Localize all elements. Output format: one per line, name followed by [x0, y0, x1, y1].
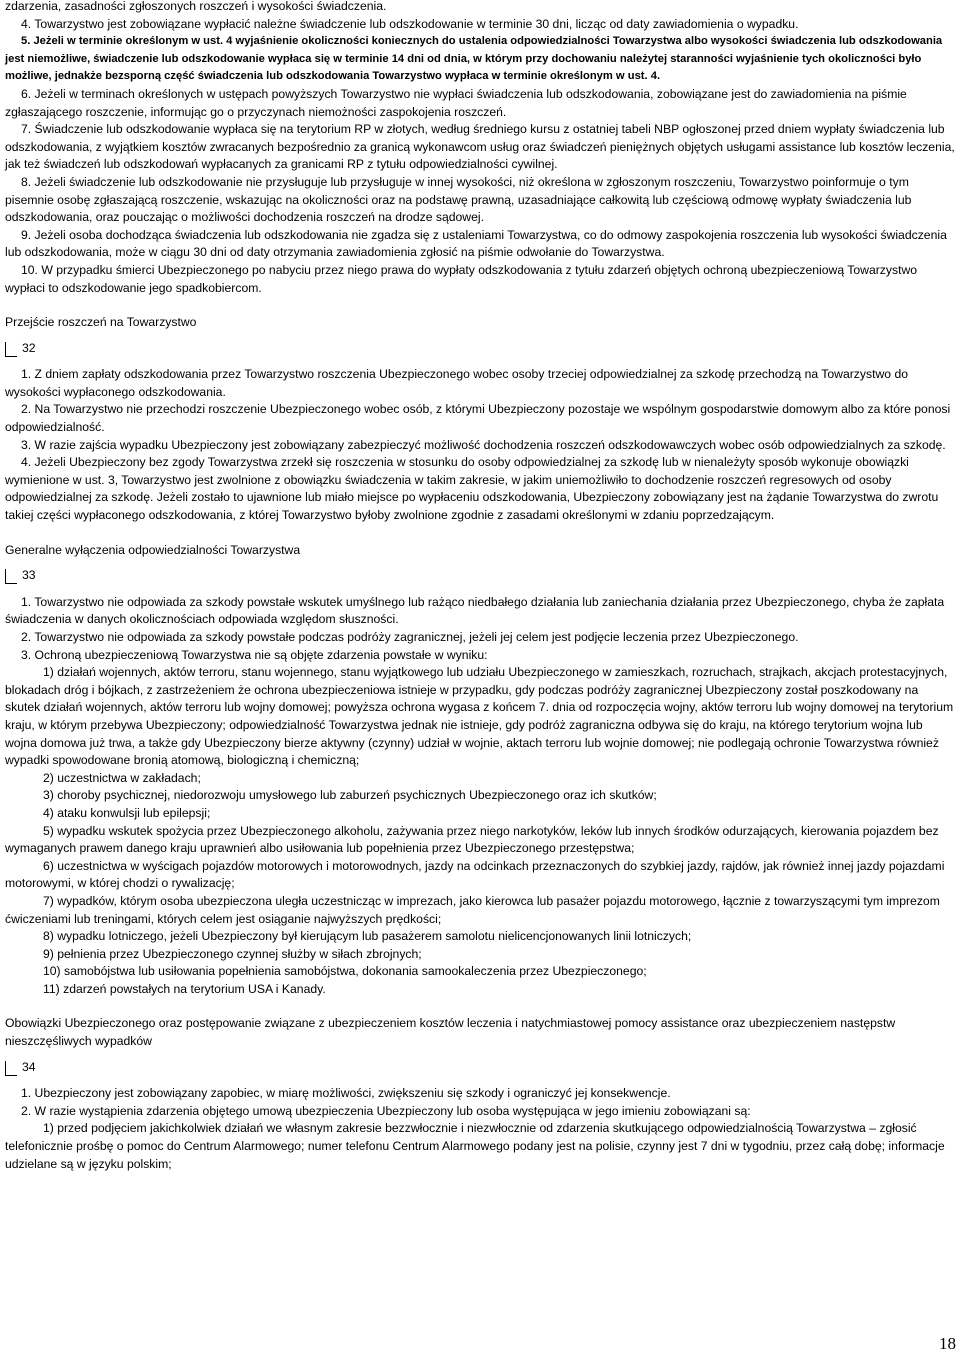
s33-paragraph-2: 2. Towarzystwo nie odpowiada za szkody powstałe podczas podróży zagranicznej, jeżeli jej celem jest podjęcie leczenia przez Ubezpieczonego. [21, 630, 799, 644]
section-number-label: 32 [22, 340, 36, 355]
section-number-label: 34 [22, 1059, 36, 1074]
paragraph: zdarzenia, zasadności zgłoszonych roszczeń i wysokości świadczenia. [5, 0, 387, 13]
s32-paragraph-1: 1. Z dniem zapłaty odszkodowania przez Towarzystwo roszczenia Ubezpieczonego wobec osoby trzeciej odpowiedzialnej za szkodę przechodzą na Towarzystwo do wysokości wypłaconego odszkodowania. [5, 367, 908, 399]
s33-item-3: 3) choroby psychicznej, niedorozwoju umysłowego lub zaburzeń psychicznych Ubezpieczonego oraz ich skutków; [43, 788, 657, 803]
section-number-34 [5, 1059, 955, 1077]
section-heading-34: Obowiązki Ubezpieczonego oraz postępowanie związane z ubezpieczeniem kosztów leczenia i natychmiastowej pomocy assistance oraz ubezpieczeniem następstw nieszczęśliwych wypadków [5, 1016, 896, 1049]
s33-item-1: 1) działań wojennych, aktów terroru, stanu wojennego, stanu wyjątkowego lub udziału Ubezpieczonego w zamieszkach, rozruchach, strajkach, akcjach protestacyjnych, blokadach dróg i bójkach, z zastrzeżeniem że ochrona ubezpieczeniowa istnieje w przypadku, gdy podczas podróży zagranicznej Ubezpieczony został poszkodowany na skutek działań wojennych, aktów terroru lub wojny domowej; powyższa ochrona wygasa z końcem 7. dnia od rozpoczęcia wojny, aktów terroru lub wojny domowej na terytorium kraju, w którym przebywa Ubezpieczony; odpowiedzialność Towarzystwa jednak nie istnieje, gdy podróż zagraniczna odbywa się do kraju, na którego terytorium wojna lub wojna domowa już trwa, a także gdy Ubezpieczony bierze aktywny (czynny) udział w wojnie, aktach terroru lub wojnie domowej; nie podlegają ochronie Towarzystwa również wypadki spowodowane bronią atomową, biologiczną i chemiczną; [5, 665, 954, 768]
s33-item-8: 8) wypadku lotniczego, jeżeli Ubezpieczony był kierującym lub pasażerem samolotu nielicencjonowanych linii lotniczych; [43, 929, 692, 944]
s32-paragraph-2: 2. Na Towarzystwo nie przechodzi roszczenie Ubezpieczonego wobec osób, z którymi Ubezpieczony pozostaje we wspólnym gospodarstwie domowym albo za które ponosi odpowiedzialność. [5, 402, 951, 435]
paragraph-8: 8. Jeżeli świadczenie lub odszkodowanie nie przysługuje lub przysługuje w innej wysokości, niż określona w zgłoszonym roszczeniu, Towarzystwo poinformuje o tym pisemnie osobę zgłaszającą roszczenie, wskazując na okoliczności oraz na podstawę prawną, uzasadniające całkowitą lub częściową odmowę wypłaty świadczenia lub odszkodowania, oraz pouczając o możliwości dochodzenia roszczeń na drodze sądowej. [5, 174, 912, 225]
s33-paragraph-1: 1. Towarzystwo nie odpowiada za szkody powstałe wskutek umyślnego lub rażąco niedbałego działania lub zaniechania działania przez Ubezpieczonego, chyba że zapłata świadczenia w danych okolicznościach odpowiada względom słuszności. [5, 594, 945, 627]
paragraph-sign-icon [5, 1061, 17, 1076]
paragraph-9: 9. Jeżeli osoba dochodząca świadczenia lub odszkodowania nie zgadza się z ustaleniami Towarzystwa, co do odmowy zaspokojenia roszczenia lub wysokości świadczenia lub odszkodowania, może w ciągu 30 dni od daty otrzymania zawiadomienia zgłosić na piśmie odwołanie do Towarzystwa. [5, 227, 947, 260]
section-number-33 [5, 567, 955, 585]
paragraph-6: 6. Jeżeli w terminach określonych w ustępach powyższych Towarzystwo nie wypłaci świadczenia lub odszkodowania, zobowiązane jest do zawiadomienia na piśmie zgłaszającego roszczenie, informując go o przyczynach niemożności zaspokojenia roszczeń. [5, 86, 907, 119]
document-page [5, 0, 955, 1173]
section-number-label: 33 [22, 568, 36, 583]
s32-paragraph-4: 4. Jeżeli Ubezpieczony bez zgody Towarzystwa zrzekł się roszczenia w stosunku do osoby odpowiedzialnej za szkodę lub w nienależyty sposób wykonuje obowiązki wymienione w ust. 3, Towarzystwo jest zwolnione z obowiązku świadczenia w takim zakresie, w jakim uniemożliwiło to dochodzenie roszczeń regresowych od osoby odpowiedzialnej za szkodę. Jeżeli zostało to ujawnione lub miało miejsce po wypłaceniu odszkodowania, Ubezpieczony zobowiązany jest na żądanie Towarzystwa do zwrotu takiej części wypłaconego odszkodowania, z której Towarzystwo byłoby zwolnione zgodnie z zasadami określonymi w zdaniu poprzedzającym. [5, 455, 939, 523]
section-heading-33: Generalne wyłączenia odpowiedzialności Towarzystwa [5, 542, 301, 557]
paragraph-7: 7. Świadczenie lub odszkodowanie wypłaca się na terytorium RP w złotych, według średniego kursu z ostatniej tabeli NBP ogłoszonej przed dniem wypłaty świadczenia lub odszkodowania, z wyjątkiem kosztów zwracanych bezpośrednio za granicą wykonawcom usług oraz świadczeń pieniężnych objętych usługami assistance lub kosztów leczenia, jak też świadczeń lub odszkodowań wypłacanych za granicami RP z tytułu odpowiedzialności cywilnej. [5, 122, 955, 172]
paragraph-10: 10. W przypadku śmierci Ubezpieczonego po nabyciu przez niego prawa do wypłaty odszkodowania z tytułu zdarzeń objętych ochroną ubezpieczeniową Towarzystwo wypłaci to odszkodowanie jego spadkobiercom. [5, 262, 918, 295]
s33-item-2: 2) uczestnictwa w zakładach; [43, 770, 201, 785]
page-number: 18 [939, 1334, 956, 1353]
s33-item-10: 10) samobójstwa lub usiłowania popełnienia samobójstwa, dokonania samookaleczenia przez Ubezpieczonego; [43, 964, 647, 979]
s32-paragraph-3: 3. W razie zajścia wypadku Ubezpieczony jest zobowiązany zabezpieczyć możliwość dochodzenia roszczeń odszkodowawczych wobec osób odpowiedzialnych za szkodę. [21, 437, 946, 452]
paragraph-4: 4. Towarzystwo jest zobowiązane wypłacić należne świadczenie lub odszkodowanie w terminie 30 dni, licząc od daty zawiadomienia o wypadku. [21, 16, 799, 31]
paragraph-sign-icon [5, 342, 17, 357]
section-number-32 [5, 340, 955, 358]
paragraph-5: 5. Jeżeli w terminie określonym w ust. 4 wyjaśnienie okoliczności koniecznych do ustalenia odpowiedzialności Towarzystwa albo wysokości świadczenia lub odszkodowania jest niemożliwe, świadczenie lub odszkodowanie wypłaca się w terminie 14 dni od dnia, w którym przy dochowaniu należytej staranności wyjaśnienie tych okoliczności było możliwe, jednakże bezsporną część świadczenia lub odszkodowania Towarzystwo wypłaca w terminie określonym w ust. 4. [5, 35, 943, 83]
section-heading-32: Przejście roszczeń na Towarzystwo [5, 315, 197, 330]
s33-item-7: 7) wypadków, którym osoba ubezpieczona uległa uczestnicząc w imprezach, jako kierowca lub pasażer pojazdu motorowego, łącznie z towarzyszącymi tym imprezom ćwiczeniami lub treningami, których celem jest osiąganie najwyższych prędkości; [5, 893, 940, 926]
s33-item-5: 5) wypadku wskutek spożycia przez Ubezpieczonego alkoholu, zażywania przez niego narkotyków, leków lub innych środków odurzających, kierowania pojazdem bez wymaganych prawem danego kraju uprawnień albo usiłowania lub popełnienia przez Ubezpieczonego przestępstwa; [5, 823, 939, 856]
s33-item-9: 9) pełnienia przez Ubezpieczonego czynnej służby w siłach zbrojnych; [43, 946, 422, 961]
s34-item-1: 1) przed podjęciem jakichkolwiek działań we własnym zakresie bezzwłocznie i niezwłocznie od zdarzenia skutkującego odpowiedzialnością Towarzystwa – zgłosić telefonicznie prośbę o pomoc do Centrum Alarmowego; numer telefonu Centrum Alarmowego podany jest na polisie, czynny jest 7 dni w tygodniu, przez całą dobę; informacje udzielane są w języku polskim; [5, 1121, 945, 1171]
paragraph-sign-icon [5, 569, 17, 584]
s33-item-6: 6) uczestnictwa w wyścigach pojazdów motorowych i motorowodnych, jazdy na odcinkach przeznaczonych do szybkiej jazdy, rajdów, jak również innej jazdy pojazdami motorowymi, w której chodzi o rywalizację; [5, 858, 945, 891]
s33-paragraph-3: 3. Ochroną ubezpieczeniową Towarzystwa nie są objęte zdarzenia powstałe w wyniku: [21, 647, 488, 662]
s33-item-11: 11) zdarzeń powstałych na terytorium USA i Kanady. [43, 981, 326, 996]
s33-item-4: 4) ataku konwulsji lub epilepsji; [43, 805, 211, 820]
s34-paragraph-1: 1. Ubezpieczony jest zobowiązany zapobiec, w miarę możliwości, zwiększeniu się szkody i ograniczyć jej konsekwencje. [21, 1086, 671, 1101]
s34-paragraph-2: 2. W razie wystąpienia zdarzenia objętego umową ubezpieczenia Ubezpieczony lub osoba występująca w jego imieniu zobowiązani są: [21, 1103, 751, 1118]
